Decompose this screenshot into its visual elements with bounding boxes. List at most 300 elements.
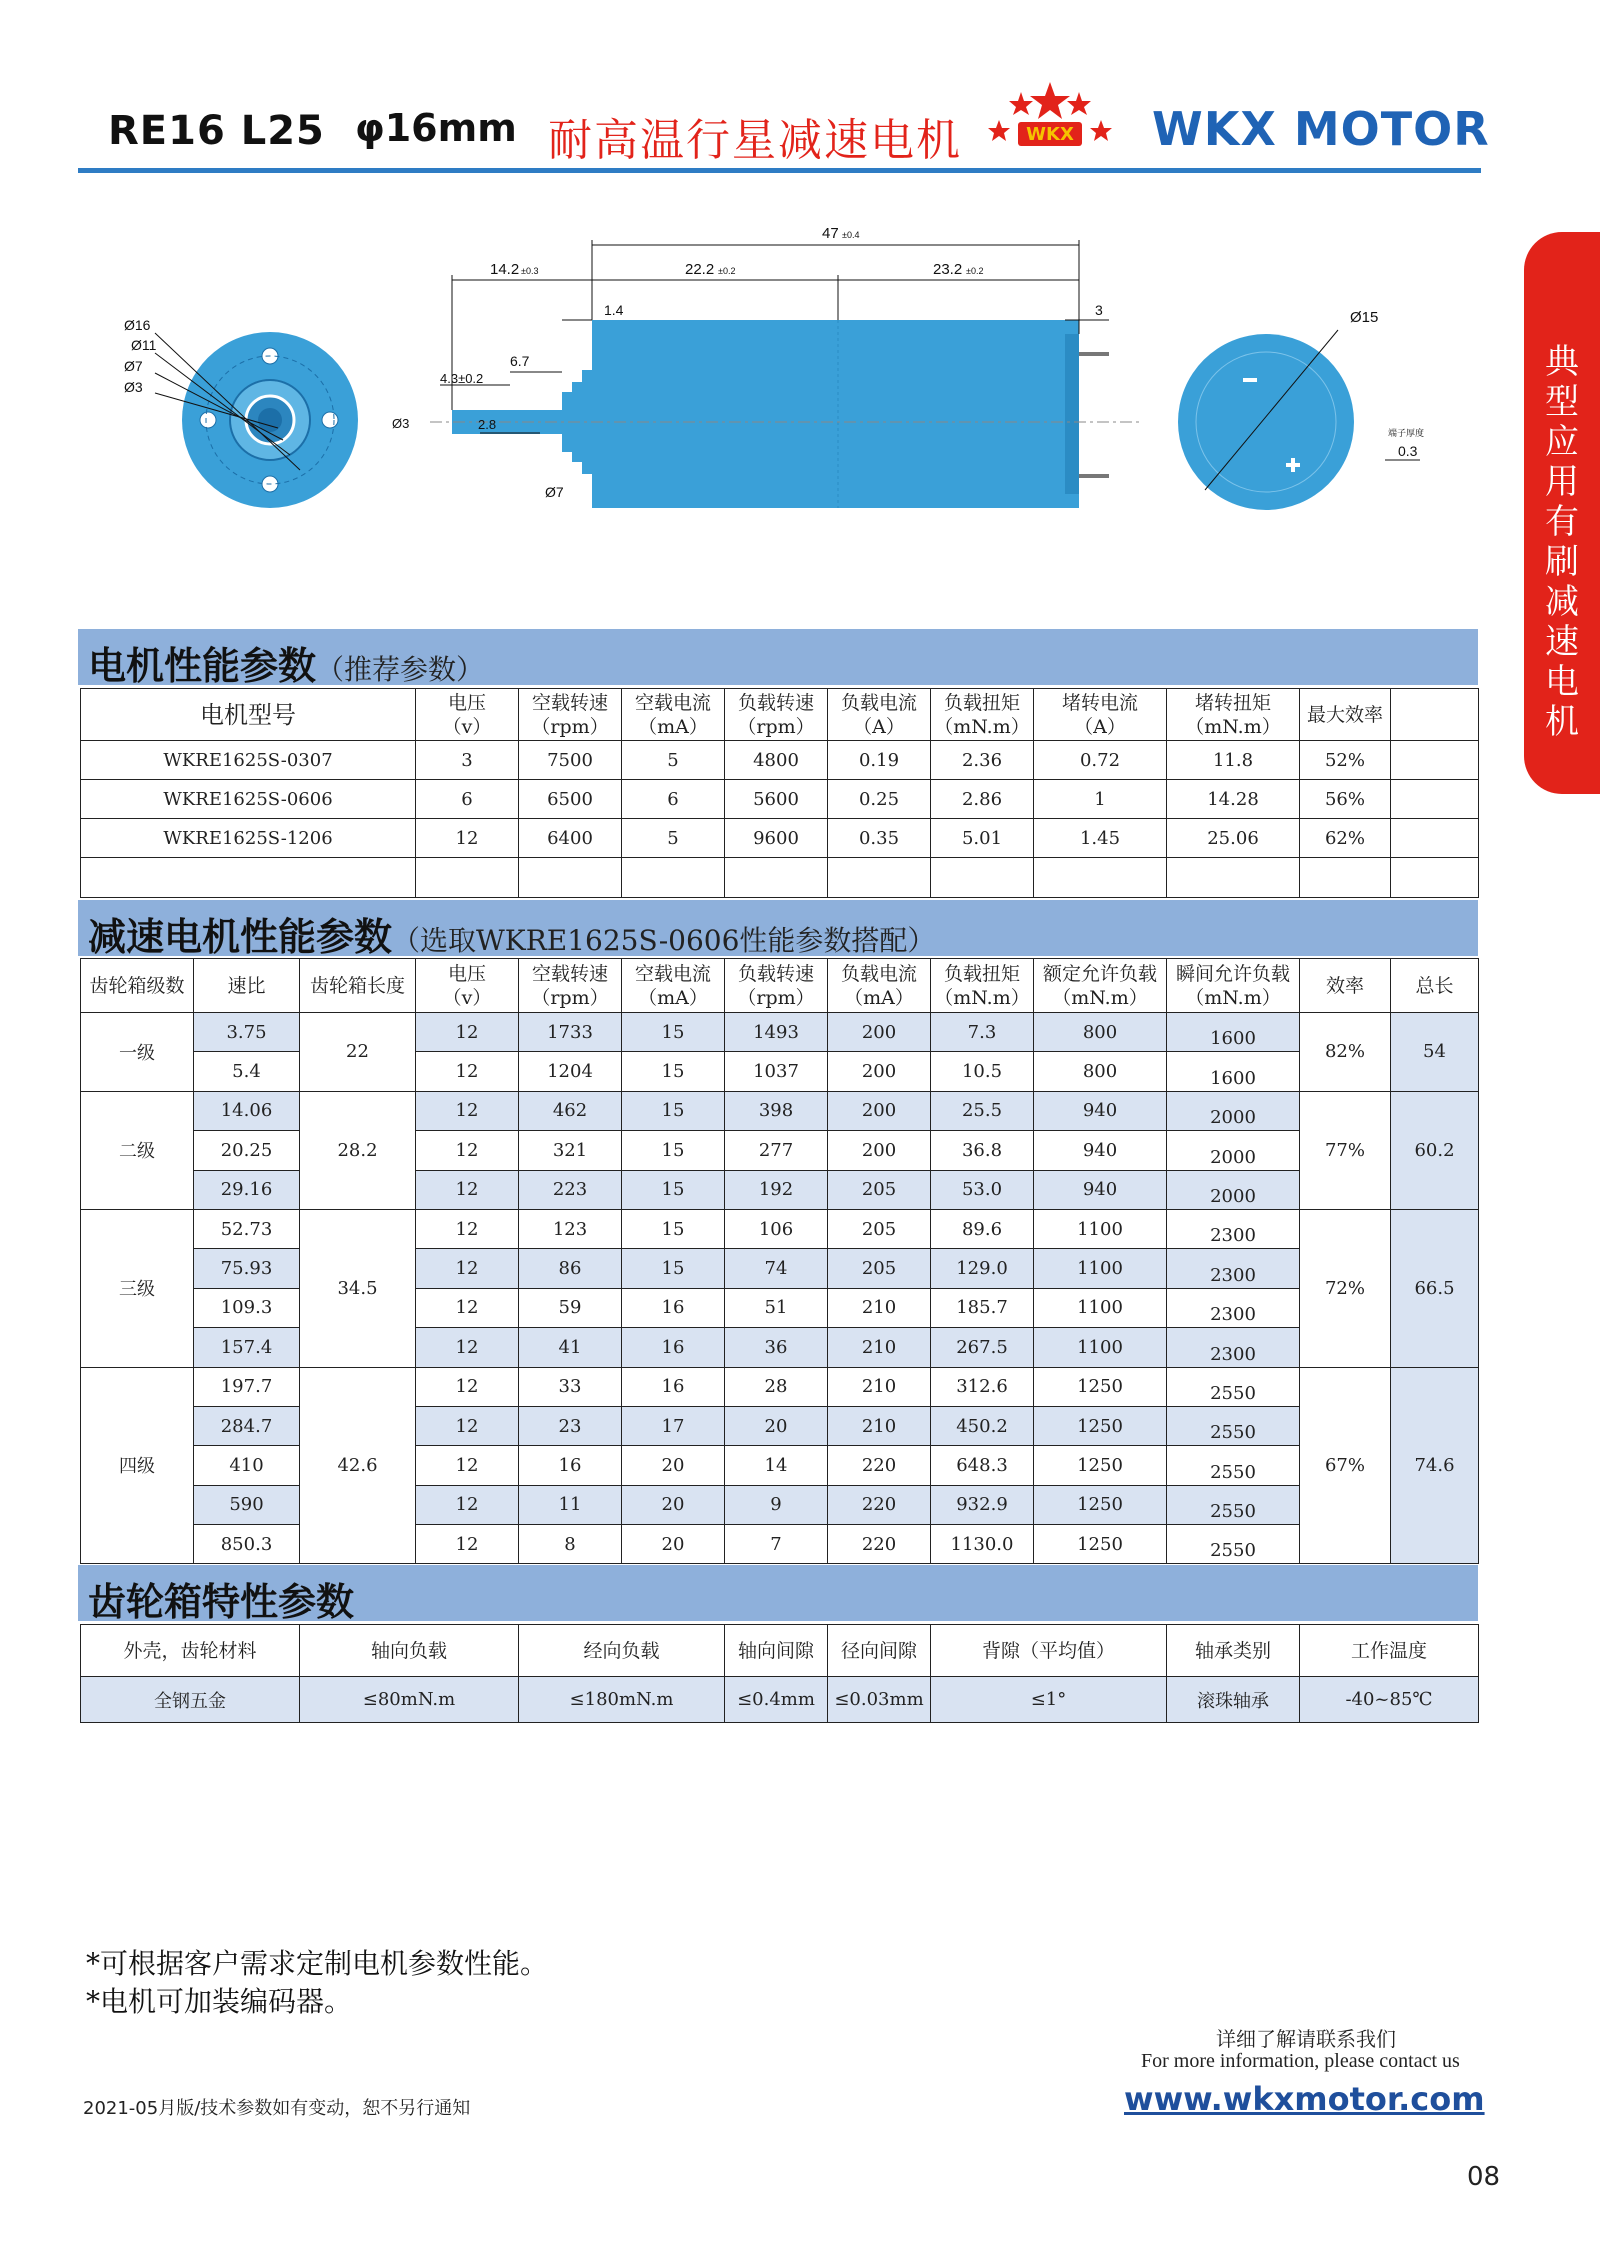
- table-cell: [725, 1485, 828, 1524]
- technical-drawing: [0, 180, 1500, 520]
- table-cell: [725, 1328, 828, 1367]
- cell-text: 51: [764, 1297, 788, 1319]
- star-icon: [1030, 82, 1070, 119]
- cell-text: 15: [661, 1139, 685, 1161]
- blank-cell: [1391, 819, 1479, 858]
- cell-text: 15: [661, 1258, 685, 1280]
- table-cell: [1167, 1406, 1300, 1445]
- column-header: [1034, 689, 1167, 741]
- table-cell: [416, 1288, 519, 1327]
- column-header: [194, 959, 300, 1013]
- cell-text: 940: [1082, 1179, 1118, 1201]
- cell-text: 最大效率: [1306, 703, 1383, 726]
- cell-text: 54: [1423, 1041, 1446, 1063]
- dim-f16: Ø16: [124, 317, 151, 333]
- column-header: [622, 689, 725, 741]
- column-header: [931, 689, 1034, 741]
- table-cell: [1300, 819, 1391, 858]
- cell-text: 9: [770, 1494, 782, 1516]
- table-cell: [725, 1249, 828, 1288]
- column-header: [1034, 959, 1167, 1013]
- cell-text: 17: [661, 1415, 685, 1437]
- total-length-cell: [1391, 1209, 1479, 1367]
- header-rule: [78, 168, 1481, 173]
- table-row: [81, 1249, 1479, 1288]
- dim-boss: Ø7: [545, 484, 564, 500]
- table-cell: [828, 1091, 931, 1130]
- column-header: [828, 959, 931, 1013]
- cell-text: 267.5: [956, 1336, 1008, 1358]
- cell-text: 89.6: [961, 1218, 1003, 1240]
- cell-text: WKRE1625S-0606: [163, 788, 333, 810]
- table-cell: [622, 741, 725, 780]
- ratio-cell: [194, 1406, 300, 1445]
- category-tab-char: 机: [1545, 702, 1579, 742]
- table-cell: [622, 1367, 725, 1406]
- cell-text: 185.7: [956, 1297, 1008, 1319]
- column-header: [622, 959, 725, 1013]
- column-header: [725, 959, 828, 1013]
- table-cell: [416, 1249, 519, 1288]
- star-icon: [1009, 92, 1033, 115]
- cell-text: 2000: [1210, 1146, 1256, 1168]
- cell-text: 20: [764, 1415, 788, 1437]
- cell-text: 197.7: [220, 1376, 273, 1398]
- cell-text: 负载扭矩: [943, 962, 1020, 985]
- dim-terminal: 0.3: [1398, 443, 1418, 459]
- cell-text: 59: [558, 1297, 582, 1319]
- cell-text: 2550: [1210, 1501, 1256, 1523]
- table-cell: [828, 780, 931, 819]
- table-cell: [931, 1525, 1034, 1564]
- front-view: [124, 317, 358, 508]
- cell-text: 14: [764, 1454, 788, 1476]
- cell-text: 1493: [753, 1021, 799, 1043]
- column-header: [725, 689, 828, 741]
- cell-text: 10.5: [961, 1061, 1003, 1083]
- side-view: [392, 225, 1140, 508]
- cell-text: 2550: [1210, 1422, 1256, 1444]
- cell-text: 106: [758, 1218, 794, 1240]
- cell-text: 800: [1082, 1021, 1118, 1043]
- table-cell: [725, 1288, 828, 1327]
- cell-text: 瞬间允许负载: [1175, 962, 1290, 985]
- section-title: 电机性能参数: [88, 644, 317, 688]
- cell-text: 额定允许负载: [1042, 962, 1157, 985]
- cell-text: 192: [758, 1179, 794, 1201]
- cell-text: 12: [455, 1061, 479, 1083]
- table-cell: [416, 1052, 519, 1091]
- cell-text: 7: [770, 1533, 782, 1555]
- cell-unit: （rpm）: [737, 715, 815, 738]
- table-cell: [416, 741, 519, 780]
- dim-28: 2.8: [478, 417, 497, 432]
- ratio-cell: [194, 1446, 300, 1485]
- table-cell: [1300, 1677, 1479, 1723]
- cell-text: ≤0.03mm: [834, 1689, 924, 1710]
- cell-text: 86: [558, 1258, 582, 1280]
- cell-text: 12: [455, 1218, 479, 1240]
- total-length-cell: [1391, 1013, 1479, 1092]
- table-cell: [828, 1406, 931, 1445]
- efficiency-cell: [1300, 1013, 1391, 1092]
- cell-text: 12: [455, 827, 479, 849]
- cell-text: 齿轮箱长度: [309, 974, 405, 997]
- column-header: [1391, 959, 1479, 1013]
- cell-text: 590: [229, 1494, 264, 1516]
- table-cell: [725, 1052, 828, 1091]
- website-link[interactable]: www.wkxmotor.com: [1124, 2080, 1485, 2118]
- cell-text: 8: [564, 1533, 576, 1555]
- table-cell: [81, 741, 416, 780]
- table-row: [81, 1485, 1479, 1524]
- cell-text: 36.8: [961, 1139, 1003, 1161]
- cell-text: 15: [661, 1218, 685, 1240]
- table-row: [81, 1328, 1479, 1367]
- cell-text: 205: [861, 1179, 897, 1201]
- table-cell: [519, 1677, 725, 1723]
- table-cell: [519, 1013, 622, 1052]
- cell-text: ≤180mN.m: [569, 1689, 674, 1710]
- table-cell: [931, 741, 1034, 780]
- table-cell: [1167, 1052, 1300, 1091]
- cell-text: 34.5: [337, 1277, 378, 1299]
- table-cell: [519, 1249, 622, 1288]
- table-row: [81, 1170, 1479, 1209]
- table-row: [81, 780, 1479, 819]
- cell-text: 450.2: [956, 1415, 1008, 1437]
- column-header: [519, 689, 622, 741]
- table-cell: [828, 1013, 931, 1052]
- cell-text: 电压: [447, 691, 486, 714]
- table-cell: [622, 1052, 725, 1091]
- cell-text: 22: [346, 1041, 369, 1063]
- rear-view: [1178, 309, 1424, 510]
- table-cell: [931, 1406, 1034, 1445]
- cell-unit: （mN.m）: [934, 715, 1030, 738]
- table-cell: [828, 1131, 931, 1170]
- cell-text: 157.4: [220, 1336, 273, 1358]
- table-cell: [1034, 1525, 1167, 1564]
- table-cell: [828, 741, 931, 780]
- table-row: [81, 1013, 1479, 1052]
- table-cell: [1167, 1446, 1300, 1485]
- category-tab-char: 有: [1545, 502, 1579, 542]
- cell-text: 210: [861, 1336, 897, 1358]
- cell-text: 398: [758, 1100, 794, 1122]
- cell-text: 2300: [1210, 1264, 1256, 1286]
- table-row: [81, 1367, 1479, 1406]
- table-cell: [725, 1013, 828, 1052]
- ratio-cell: [194, 1328, 300, 1367]
- category-tab-char: 刷: [1545, 542, 1579, 582]
- dim-shaft: Ø3: [392, 416, 410, 431]
- table-row: [81, 1525, 1479, 1564]
- dim-f3: Ø3: [124, 379, 143, 395]
- cell-unit: （v）: [442, 986, 492, 1009]
- table-cell: [931, 1131, 1034, 1170]
- cell-text: ≤0.4mm: [737, 1689, 815, 1710]
- cell-text: 空载电流: [634, 962, 711, 985]
- table-cell: [828, 1446, 931, 1485]
- diameter-label: φ16mm: [355, 106, 517, 150]
- cell-text: 20.25: [220, 1139, 273, 1161]
- dim-b: 22.2: [685, 261, 715, 278]
- cell-text: 16: [661, 1297, 685, 1319]
- product-title: 耐高温行星减速电机: [548, 115, 962, 166]
- table-cell: [1167, 1328, 1300, 1367]
- cell-text: 5: [667, 749, 679, 771]
- column-header: [1167, 959, 1300, 1013]
- table-cell: [1167, 741, 1300, 780]
- cell-text: 52%: [1324, 749, 1365, 771]
- cell-text: 52.73: [220, 1218, 273, 1240]
- cell-text: WKRE1625S-0307: [163, 749, 333, 771]
- contact-en: For more information, please contact us: [1141, 2050, 1460, 2072]
- note-encoder: *电机可加装编码器。: [86, 1985, 353, 2018]
- table-header-row: [81, 689, 1479, 741]
- table-cell: [81, 819, 416, 858]
- table-cell: [416, 1091, 519, 1130]
- cell-text: 负载扭矩: [943, 691, 1020, 714]
- table-cell: [725, 1446, 828, 1485]
- ratio-cell: [194, 1170, 300, 1209]
- table-cell: [725, 1170, 828, 1209]
- motor-params-table: [80, 688, 1479, 898]
- category-tab: [1524, 232, 1600, 794]
- cell-text: 空载转速: [531, 691, 608, 714]
- table-cell: [519, 1485, 622, 1524]
- table-cell: [725, 780, 828, 819]
- table-cell: [622, 1288, 725, 1327]
- table-cell: [828, 819, 931, 858]
- table-cell: [416, 819, 519, 858]
- svg-text:±0.2: ±0.2: [966, 266, 984, 276]
- cell-text: 空载电流: [634, 691, 711, 714]
- cell-text: 0.19: [858, 749, 900, 771]
- cell-text: 径向间隙: [840, 1639, 917, 1662]
- contact-cn: 详细了解请联系我们: [1216, 2027, 1396, 2051]
- table-cell: [1034, 1406, 1167, 1445]
- column-header: [1300, 1625, 1479, 1677]
- total-length-cell: [1391, 1367, 1479, 1564]
- cell-text: 12: [455, 1297, 479, 1319]
- table-cell: [725, 1525, 828, 1564]
- category-tab-char: 用: [1545, 462, 1579, 502]
- table-cell: [622, 1328, 725, 1367]
- cell-text: 负载转速: [737, 962, 814, 985]
- dim-total: 47: [822, 225, 839, 242]
- cell-text: 6400: [547, 827, 593, 849]
- brand-logo: [985, 80, 1115, 160]
- section-gearmotor-params: [78, 900, 1478, 959]
- category-tab-char: 速: [1545, 622, 1579, 662]
- cell-text: 74.6: [1414, 1454, 1455, 1476]
- cell-text: 12: [455, 1415, 479, 1437]
- cell-text: 轴向间隙: [737, 1639, 814, 1662]
- cell-text: 三级: [119, 1279, 155, 1301]
- table-cell: [828, 1485, 931, 1524]
- svg-text:±0.2: ±0.2: [718, 266, 736, 276]
- gearbox-params-table: [80, 1624, 1479, 1723]
- cell-text: -40~85℃: [1345, 1689, 1433, 1710]
- ratio-cell: [194, 1052, 300, 1091]
- column-header: [1300, 959, 1391, 1013]
- cell-text: 3: [461, 749, 473, 771]
- cell-text: 12: [455, 1494, 479, 1516]
- cell-text: 210: [861, 1415, 897, 1437]
- cell-text: 2550: [1210, 1461, 1256, 1483]
- cell-text: 75.93: [220, 1258, 273, 1280]
- cell-text: 齿轮箱级数: [89, 974, 185, 997]
- logo-text: WKX: [1026, 124, 1074, 145]
- cell-text: 5.01: [961, 827, 1003, 849]
- table-cell: [622, 1209, 725, 1248]
- table-cell: [622, 1249, 725, 1288]
- cell-text: 23: [558, 1415, 582, 1437]
- cell-text: 负载电流: [840, 691, 917, 714]
- cell-text: 82%: [1324, 1041, 1365, 1063]
- table-cell: [931, 1209, 1034, 1248]
- table-cell: [1167, 1209, 1300, 1248]
- table-cell: [725, 1406, 828, 1445]
- cell-text: 932.9: [956, 1494, 1008, 1516]
- cell-text: 648.3: [956, 1454, 1008, 1476]
- total-length-cell: [1391, 1091, 1479, 1209]
- table-cell: [828, 1170, 931, 1209]
- table-cell: [931, 1485, 1034, 1524]
- cell-unit: （mA）: [844, 986, 914, 1009]
- ratio-cell: [194, 1091, 300, 1130]
- cell-text: 2300: [1210, 1304, 1256, 1326]
- cell-text: WKRE1625S-1206: [163, 827, 333, 849]
- cell-text: 2550: [1210, 1540, 1256, 1562]
- cell-text: 277: [758, 1139, 794, 1161]
- table-cell: [1167, 1367, 1300, 1406]
- cell-text: 1100: [1077, 1258, 1123, 1280]
- table-cell: [931, 1367, 1034, 1406]
- cell-text: 空载转速: [531, 962, 608, 985]
- cell-text: 轴承类别: [1194, 1639, 1271, 1662]
- section-subtitle: （选取WKRE1625S-0606性能参数搭配）: [392, 924, 936, 957]
- ratio-cell: [194, 1367, 300, 1406]
- cell-text: ≤80mN.m: [362, 1689, 456, 1710]
- cell-text: 12: [455, 1376, 479, 1398]
- table-cell: [1034, 780, 1167, 819]
- cell-text: 1250: [1077, 1415, 1123, 1437]
- cell-text: 25.06: [1207, 827, 1259, 849]
- column-header: [416, 959, 519, 1013]
- cell-text: 16: [558, 1454, 582, 1476]
- cell-text: 223: [552, 1179, 588, 1201]
- cell-unit: （rpm）: [531, 986, 609, 1009]
- dim-f11: Ø11: [131, 337, 157, 353]
- efficiency-cell: [1300, 1209, 1391, 1367]
- cell-text: 109.3: [220, 1297, 273, 1319]
- table-cell: [931, 819, 1034, 858]
- cell-text: 2300: [1210, 1225, 1256, 1247]
- table-cell: [622, 780, 725, 819]
- cell-text: 312.6: [956, 1376, 1008, 1398]
- table-cell: [622, 1013, 725, 1052]
- page-number: 08: [1467, 2162, 1501, 2192]
- cell-text: 41: [558, 1336, 582, 1358]
- cell-text: 200: [861, 1061, 897, 1083]
- cell-text: 工作温度: [1350, 1639, 1427, 1662]
- cell-text: 220: [861, 1533, 897, 1555]
- column-header: [828, 1625, 931, 1677]
- blank-cell: [1391, 741, 1479, 780]
- cell-text: 1100: [1077, 1218, 1123, 1240]
- cell-text: 轴向负载: [370, 1639, 447, 1662]
- table-cell: [300, 1677, 519, 1723]
- cell-text: 负载转速: [737, 691, 814, 714]
- cell-text: 5600: [753, 788, 799, 810]
- table-cell: [828, 1288, 931, 1327]
- table-cell: [1034, 1446, 1167, 1485]
- cell-text: 12: [455, 1100, 479, 1122]
- table-cell: [828, 1677, 931, 1723]
- category-tab-char: 电: [1545, 662, 1579, 702]
- cell-text: 66.5: [1414, 1277, 1455, 1299]
- cell-text: 2.86: [961, 788, 1003, 810]
- cell-unit: （mN.m）: [934, 986, 1030, 1009]
- blank-cell: [931, 858, 1034, 898]
- cell-text: 电压: [447, 962, 486, 985]
- table-cell: [1167, 1288, 1300, 1327]
- cell-text: 16: [661, 1336, 685, 1358]
- cell-text: 滚珠轴承: [1197, 1690, 1269, 1712]
- column-header: [519, 959, 622, 1013]
- table-cell: [622, 1091, 725, 1130]
- table-cell: [1167, 1013, 1300, 1052]
- table-cell: [725, 1677, 828, 1723]
- table-cell: [1034, 1288, 1167, 1327]
- star-icon: [988, 120, 1010, 141]
- brand-name: WKX MOTOR: [1152, 102, 1490, 156]
- ratio-cell: [194, 1013, 300, 1052]
- terminal-label: 端子厚度: [1388, 428, 1425, 438]
- cell-text: 3.75: [226, 1021, 267, 1043]
- cell-text: 36: [764, 1336, 788, 1358]
- table-cell: [725, 1131, 828, 1170]
- blank-row: [81, 858, 1479, 898]
- column-header: [931, 959, 1034, 1013]
- table-row: [81, 1446, 1479, 1485]
- table-cell: [416, 1485, 519, 1524]
- cell-text: 11.8: [1212, 749, 1254, 771]
- table-cell: [828, 1052, 931, 1091]
- cell-text: 6500: [547, 788, 593, 810]
- cell-text: 15: [661, 1179, 685, 1201]
- cell-text: 7500: [547, 749, 593, 771]
- table-cell: [1167, 1485, 1300, 1524]
- cell-text: 堵转电流: [1061, 691, 1138, 714]
- cell-text: 1130.0: [950, 1533, 1014, 1555]
- note-custom: *可根据客户需求定制电机参数性能。: [86, 1947, 549, 1980]
- table-cell: [622, 819, 725, 858]
- cell-text: 200: [861, 1100, 897, 1122]
- column-header: [1167, 689, 1300, 741]
- table-cell: [519, 1367, 622, 1406]
- table-cell: [416, 780, 519, 819]
- cell-text: 28: [764, 1376, 788, 1398]
- table-row: [81, 1288, 1479, 1327]
- cell-text: 1204: [547, 1061, 593, 1083]
- section-motor-params: [78, 629, 1478, 688]
- cell-text: 2550: [1210, 1382, 1256, 1404]
- cell-text: 1250: [1077, 1454, 1123, 1476]
